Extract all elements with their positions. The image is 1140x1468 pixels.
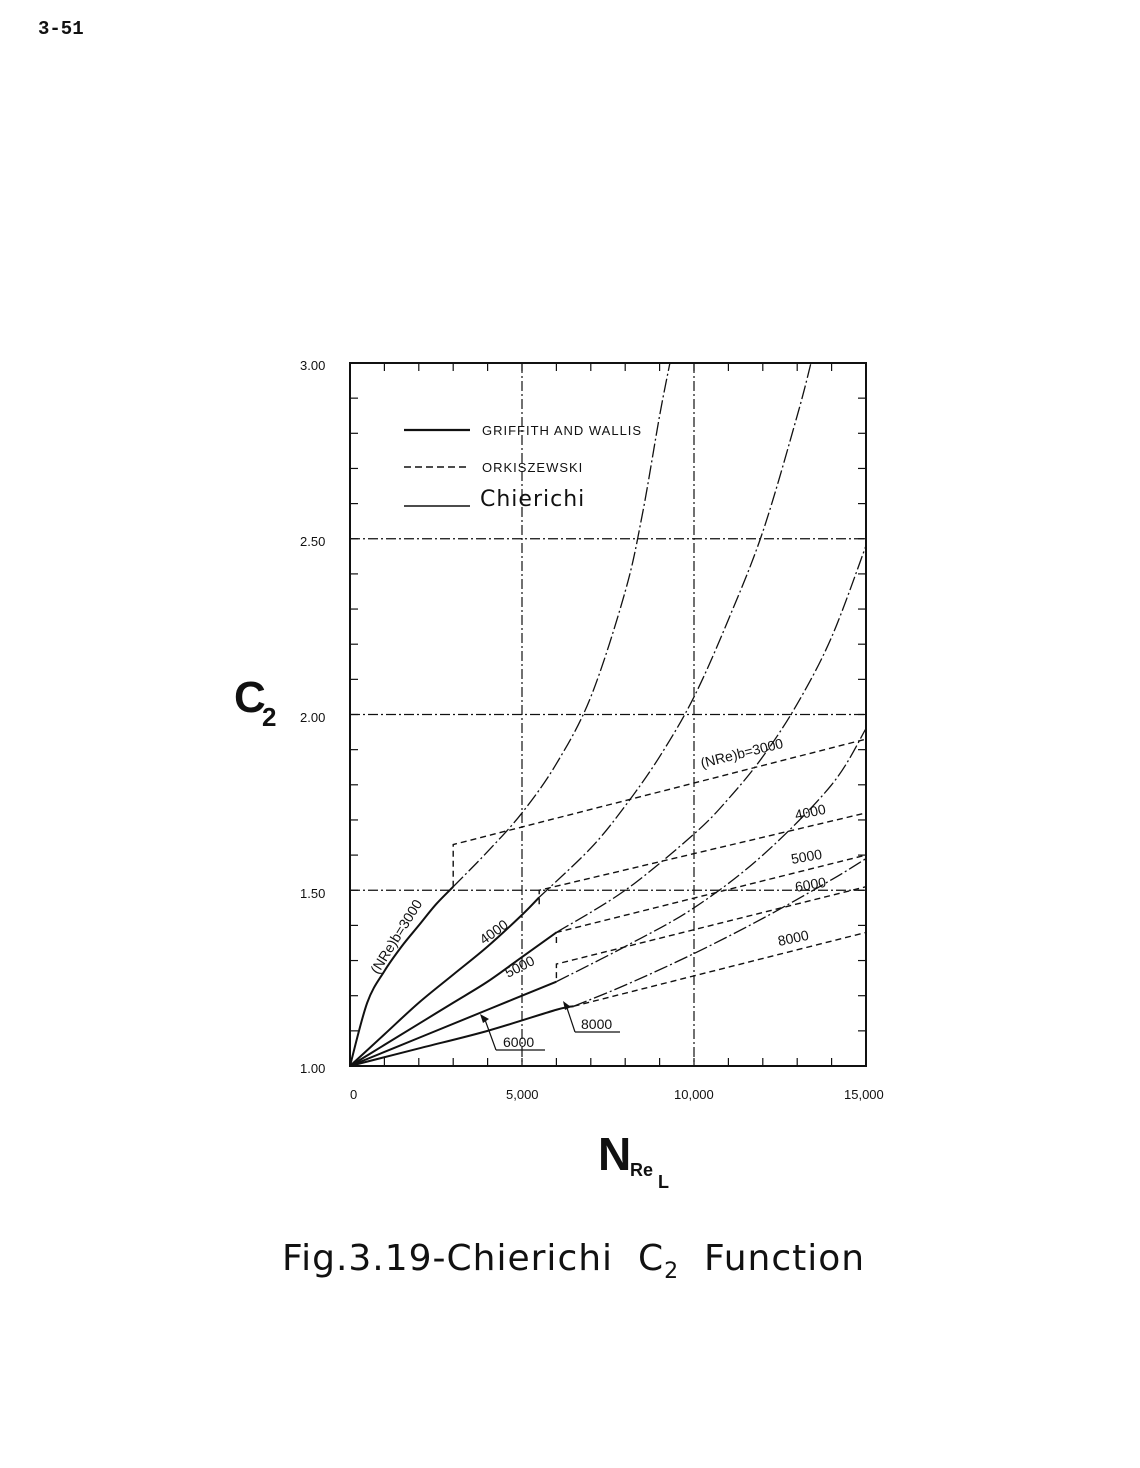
caption-suffix: Function	[703, 1238, 866, 1279]
curve-label: 5000	[502, 952, 538, 981]
reference-lines	[350, 363, 866, 1066]
y-tick-label: 2.50	[300, 534, 326, 549]
page-number: 3-51	[38, 18, 84, 40]
series-line-chierichi	[539, 363, 811, 897]
curve-label: 4000	[793, 800, 828, 823]
x-axis-title-main: N	[598, 1128, 632, 1180]
legend	[404, 423, 642, 512]
label-leader	[484, 1017, 496, 1050]
curve-label: 4000	[476, 916, 511, 948]
leader-arrow	[480, 1014, 489, 1023]
y-axis-title-main: C	[234, 673, 266, 722]
y-tick-label: 1.50	[300, 886, 326, 901]
series-line-dashed	[574, 932, 866, 1006]
caption-subscript: 2	[664, 1259, 680, 1285]
x-tick-label: 15,000	[844, 1087, 884, 1102]
curve-label: 6000	[503, 1034, 535, 1050]
y-axis-title-sub: 2	[262, 702, 277, 732]
x-tick-label: 5,000	[506, 1087, 539, 1102]
legend-label: GRIFFITH AND WALLIS	[482, 423, 643, 438]
curve-label: 5000	[789, 845, 824, 867]
series-line-chierichi	[453, 363, 670, 887]
y-tick-label: 2.00	[300, 710, 326, 725]
y-tick-label: 1.00	[300, 1061, 326, 1076]
legend-label: Chierichi	[480, 487, 586, 512]
curve-label: (NRe)b=3000	[698, 734, 785, 771]
curve-label: 8000	[581, 1016, 613, 1032]
x-axis-title-subsub: L	[658, 1172, 669, 1192]
legend-label: ORKISZEWSKI	[482, 460, 584, 475]
curve-annotations	[367, 735, 827, 1050]
caption-prefix: Fig.3.19-Chierichi	[282, 1238, 614, 1279]
x-axis-title-sub: Re	[630, 1160, 654, 1180]
x-tick-label: 0	[350, 1087, 358, 1102]
y-axis-title	[234, 673, 276, 732]
x-axis-title	[598, 1128, 669, 1192]
series-line-dashed	[556, 887, 866, 978]
y-tick-label: 3.00	[300, 358, 326, 373]
curve-label: (NRe)b=3000	[366, 896, 426, 977]
label-leader	[566, 1005, 575, 1032]
curve-label: 6000	[793, 873, 828, 895]
series-line-solid	[350, 982, 556, 1066]
caption-symbol: C	[637, 1238, 665, 1279]
curve-label: 8000	[776, 926, 811, 949]
figure-caption	[282, 1238, 865, 1284]
x-tick-label: 10,000	[674, 1087, 714, 1102]
